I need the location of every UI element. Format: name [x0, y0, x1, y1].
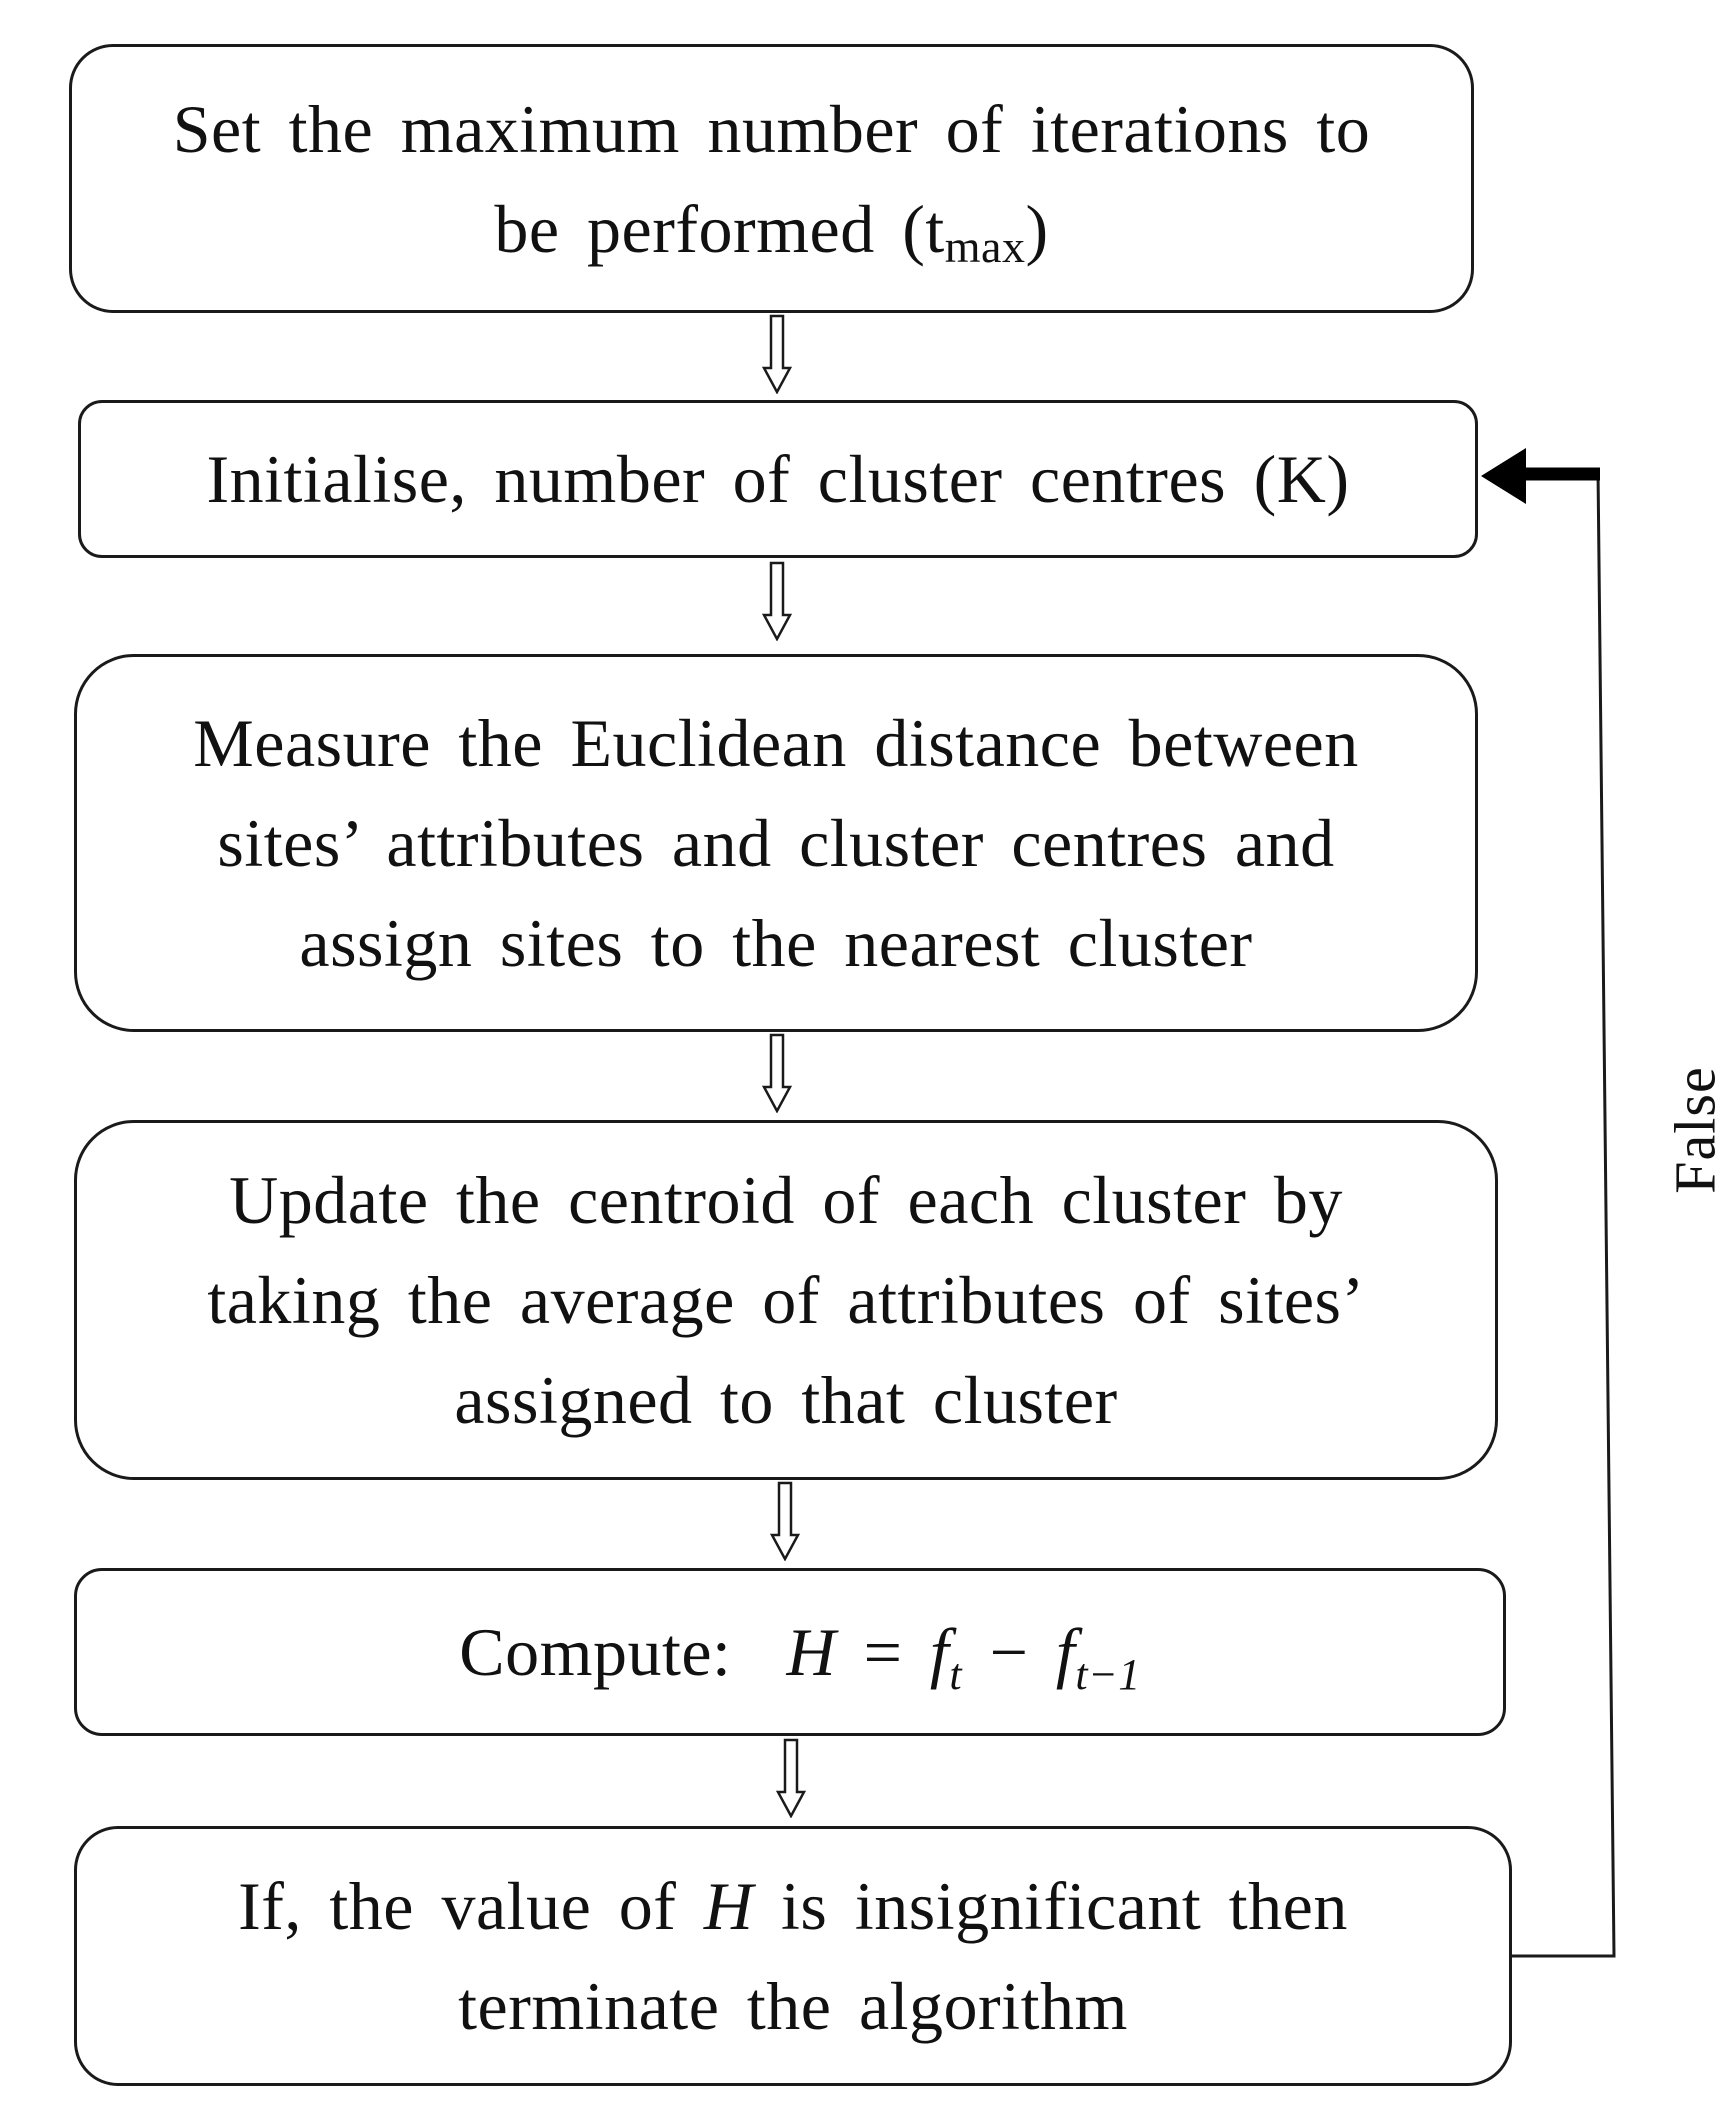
step-6-h-variable: H: [703, 1868, 754, 1944]
step-4-line-2: taking the average of attributes of sites’: [207, 1262, 1365, 1338]
formula-f2: f: [1055, 1614, 1076, 1690]
false-label: False: [1662, 1066, 1728, 1194]
loop-arrowhead-icon: [1481, 448, 1526, 504]
step-3-line-3: assign sites to the nearest cluster: [299, 905, 1253, 981]
step-1-line-1: Set the maximum number of iterations to: [172, 90, 1371, 167]
formula-f1: f: [929, 1614, 950, 1690]
step-3-line-2: sites’ attributes and cluster centres and: [217, 805, 1335, 881]
step-1-tmax-subscript: max: [944, 220, 1026, 272]
loop-line: [1512, 470, 1614, 1956]
step-3-line-1: Measure the Euclidean distance between: [193, 705, 1359, 781]
formula-equals: =: [863, 1614, 903, 1690]
step-6-line-1-end: is insignificant then: [753, 1868, 1348, 1944]
step-4-line-3: assigned to that cluster: [454, 1362, 1118, 1438]
formula-sub-t-minus-1: t−1: [1075, 1650, 1141, 1699]
compute-label: Compute:: [459, 1614, 732, 1690]
step-2-line-1: Initialise, number of cluster centres (K): [206, 441, 1350, 517]
step-4-line-1: Update the centroid of each cluster by: [229, 1162, 1343, 1238]
step-6-line-1-start: If, the value of: [238, 1868, 704, 1944]
formula-sub-t: t: [949, 1650, 963, 1699]
formula-h: H: [786, 1614, 837, 1690]
step-6-line-2: terminate the algorithm: [458, 1968, 1128, 2044]
step-1-line-2-end: ): [1025, 190, 1049, 267]
formula-minus: −: [989, 1614, 1029, 1690]
step-1-line-2-text: be performed (t: [494, 190, 945, 267]
